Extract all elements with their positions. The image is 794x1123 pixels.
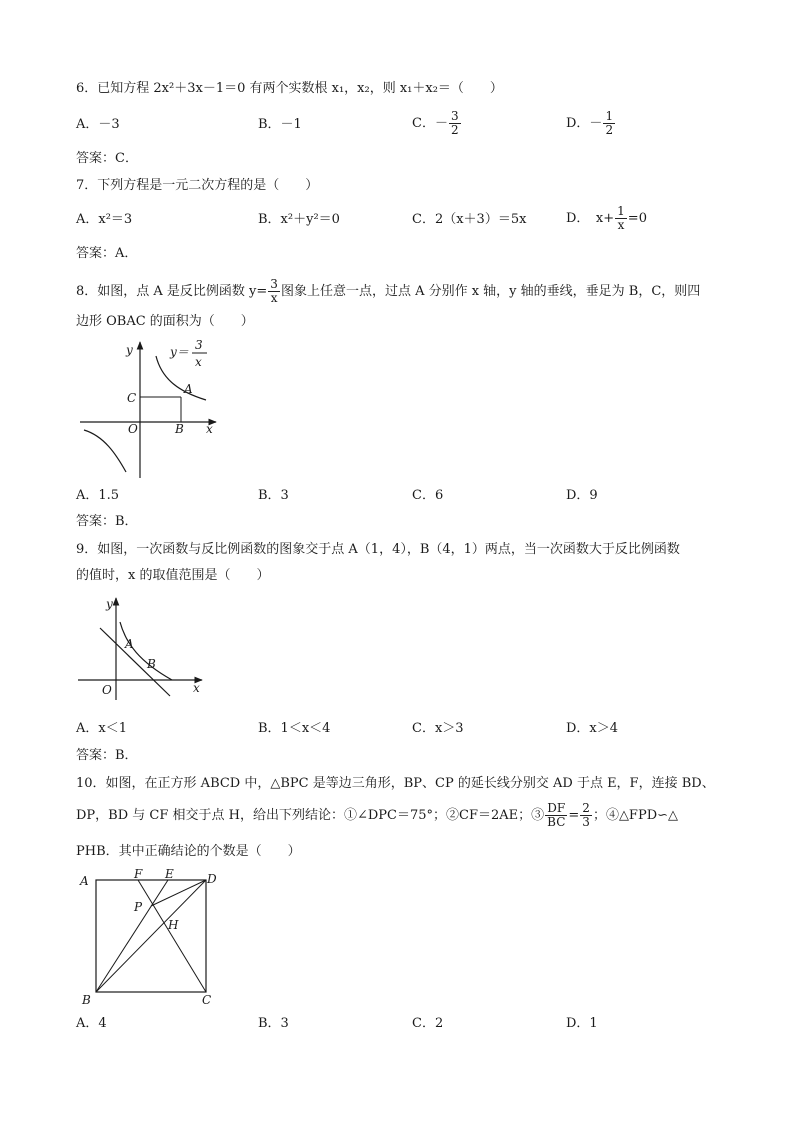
q6-option-d-fraction — [603, 110, 615, 137]
q8-answer: 答案：B． — [76, 514, 138, 529]
q6-option-c — [412, 108, 462, 140]
q10-option-b: B．3 — [258, 1016, 289, 1031]
q10-line-bd — [96, 880, 206, 992]
q10-label-p: P — [134, 900, 143, 914]
q6-option-d-denominator: 2 — [605, 123, 614, 137]
q10-stem-fraction-right-numerator: 2 — [582, 801, 590, 815]
q8-label-x: x — [206, 422, 213, 436]
q8-func-numerator: 3 — [195, 338, 203, 352]
q9-stem-line2: 的值时，x 的取值范围是（ ） — [76, 568, 270, 583]
q6-option-c-denominator: 2 — [450, 123, 459, 137]
q9-label-o: O — [102, 683, 112, 697]
q8-option-b: B．3 — [258, 488, 289, 503]
q9-label-a: A — [125, 637, 134, 651]
q8-stem-line2: 边形 OBAC 的面积为（ ） — [76, 314, 254, 329]
q8-option-d: D．9 — [566, 488, 598, 503]
q10-figure — [76, 866, 226, 1012]
q10-stem-line1: 10．如图，在正方形 ABCD 中，△BPC 是等边三角形，BP、CP 的延长线分别交 AD 于点 E，F，连接 BD、 — [76, 776, 715, 791]
q7-option-d-prefix: D． x+ — [566, 211, 615, 226]
q10-option-d: D．1 — [566, 1016, 598, 1031]
q7-option-a: A．x²＝3 — [76, 212, 133, 227]
q7-option-d-numerator: 1 — [617, 204, 625, 218]
q10-option-a: A．4 — [76, 1016, 107, 1031]
q10-label-f: F — [134, 867, 143, 881]
q9-option-b: B．1＜x＜4 — [258, 721, 331, 736]
q10-label-e: E — [165, 867, 174, 881]
q8-stem-fraction — [268, 278, 280, 305]
q8-figure — [76, 336, 226, 486]
q10-label-d: D — [207, 872, 217, 886]
q9-label-x: x — [193, 681, 200, 695]
q10-label-b: B — [82, 993, 91, 1007]
q7-stem: 7．下列方程是一元二次方程的是（ ） — [76, 178, 319, 193]
q10-stem-line3: PHB．其中正确结论的个数是（ ） — [76, 844, 301, 859]
q7-answer: 答案：A． — [76, 246, 138, 261]
q6-option-b: B．－1 — [258, 117, 302, 132]
q8-hyperbola-branch-2 — [84, 430, 126, 472]
q7-option-d-fraction — [615, 205, 627, 232]
q8-stem-line1 — [76, 276, 700, 308]
q8-option-a: A．1.5 — [76, 488, 120, 503]
q6-option-a: A．－3 — [76, 117, 120, 132]
q7-option-b: B．x²＋y²＝0 — [258, 212, 340, 227]
q10-stem-fraction-left-numerator: DF — [545, 802, 567, 816]
q7-option-d — [566, 203, 647, 235]
q6-option-d-numerator: 1 — [605, 109, 614, 123]
q9-hyperbola — [120, 622, 172, 680]
q9-option-a: A．x＜1 — [76, 721, 127, 736]
q10-line-be — [96, 880, 168, 992]
q8-stem-numerator: 3 — [270, 277, 278, 291]
q6-option-c-fraction — [449, 110, 461, 137]
q6-stem: 6．已知方程 2x²＋3x－1＝0 有两个实数根 x₁，x₂，则 x₁＋x₂＝（ ） — [76, 81, 503, 96]
q10-stem-line2-part2: ；④△FPD∽△ — [592, 808, 679, 823]
q8-label-o: O — [128, 422, 138, 436]
q7-option-c: C．2（x＋3）＝5x — [412, 212, 527, 227]
q10-label-a: A — [80, 874, 89, 888]
q10-stem-line2-part1: DP，BD 与 CF 相交于点 H，给出下列结论：①∠DPC＝75°；②CF＝2AE；③ — [76, 808, 545, 823]
q9-label-y: y — [106, 597, 113, 611]
q9-option-d: D．x＞4 — [566, 721, 619, 736]
q10-stem-fraction-left-denominator: BC — [547, 815, 566, 829]
q8-label-a: A — [184, 382, 193, 396]
q7-option-d-suffix: =0 — [627, 211, 647, 226]
q6-option-c-numerator: 3 — [450, 109, 459, 123]
q6-answer: 答案：C． — [76, 151, 138, 166]
q8-label-y: y — [126, 343, 133, 357]
q8-stem-part2: 图象上任意一点，过点 A 分别作 x 轴，y 轴的垂线，垂足为 B，C，则四 — [280, 284, 701, 299]
q10-stem-equals: = — [568, 808, 580, 823]
q10-stem-fraction-left — [545, 802, 567, 829]
q10-label-h: H — [168, 918, 179, 932]
q10-option-c: C．2 — [412, 1016, 444, 1031]
q6-option-d — [566, 108, 616, 140]
q6-option-d-prefix: D．－ — [566, 116, 603, 131]
q10-stem-line2 — [76, 800, 678, 832]
q8-func-prefix: y＝ — [170, 345, 189, 359]
q9-answer: 答案：B． — [76, 748, 138, 763]
q9-stem-line1: 9．如图，一次函数与反比例函数的图象交于点 A（1，4），B（4，1）两点，当一次函数大于反比例函数 — [76, 542, 680, 557]
q9-option-c: C．x＞3 — [412, 721, 464, 736]
q7-option-d-denominator: x — [617, 218, 625, 232]
q8-func-denominator: x — [195, 355, 202, 369]
q8-option-c: C．6 — [412, 488, 444, 503]
q10-line-cf — [138, 880, 206, 992]
q8-label-b: B — [175, 422, 184, 436]
q6-option-c-prefix: C．－ — [412, 116, 448, 131]
q8-stem-denominator: x — [270, 291, 278, 305]
q9-label-b: B — [147, 657, 156, 671]
q9-figure — [76, 592, 216, 704]
q10-label-c: C — [202, 993, 212, 1007]
q10-stem-fraction-right-denominator: 3 — [582, 815, 590, 829]
q8-stem-part1: 8．如图，点 A 是反比例函数 y= — [76, 284, 268, 299]
q8-label-c: C — [127, 391, 137, 405]
q10-stem-fraction-right — [580, 802, 592, 829]
